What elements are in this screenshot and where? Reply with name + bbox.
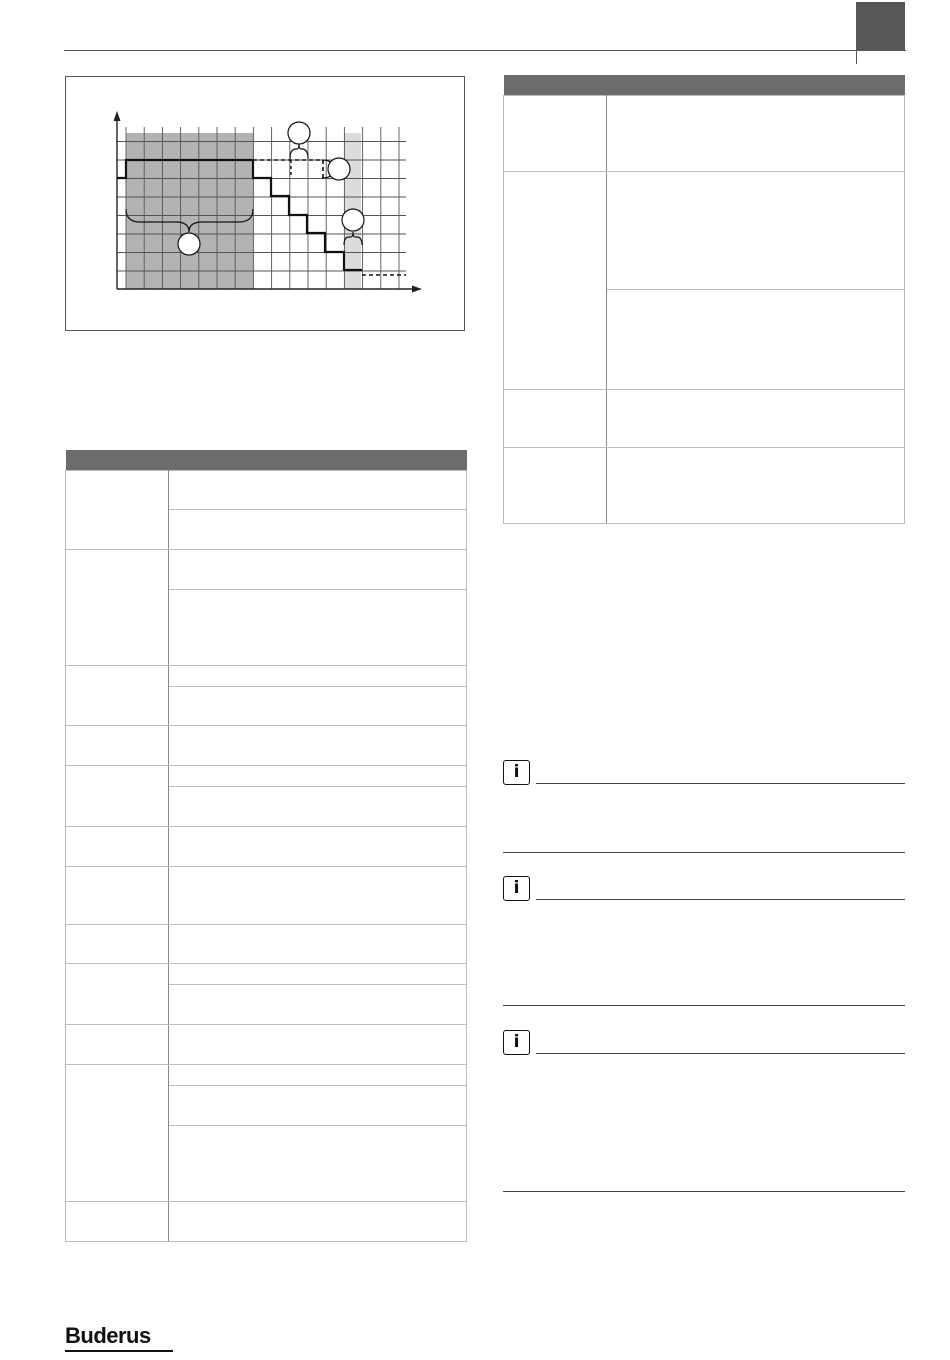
note-top-rule: [536, 1053, 905, 1054]
table-cell-description: [169, 1086, 467, 1126]
info-icon: i: [503, 1030, 530, 1055]
brand-logo-underline: [65, 1350, 173, 1352]
table-header-cell: [504, 75, 607, 96]
header-rule: [64, 50, 906, 51]
table-row: [66, 766, 467, 787]
table-header-row: [66, 450, 467, 471]
table-header-cell: [66, 450, 169, 471]
table-row: [66, 827, 467, 867]
table-cell-description: [607, 96, 905, 172]
table-cell-description: [169, 550, 467, 590]
info-note-1: [503, 760, 905, 853]
note-bottom-rule: [503, 852, 905, 853]
table-header-cell: [169, 450, 467, 471]
step-diagram: [66, 77, 466, 332]
table-cell-label: [66, 925, 169, 964]
table-cell-label: [504, 172, 607, 390]
note-top-rule: [536, 783, 905, 784]
table-cell-description: [169, 985, 467, 1025]
table-cell-label: [66, 964, 169, 1025]
y-axis-arrow: [114, 111, 121, 121]
callout-circle-2: [288, 122, 310, 144]
table-row: [66, 726, 467, 766]
right-parameter-table: [503, 75, 905, 524]
table-row: [66, 1025, 467, 1065]
table-cell-description: [169, 925, 467, 964]
table-cell-description: [607, 172, 905, 290]
callout-circle-3: [328, 158, 350, 180]
brand-logo: Buderus: [65, 1323, 151, 1348]
table-row: [66, 550, 467, 590]
table-cell-label: [66, 766, 169, 827]
callout-circle-4: [342, 209, 364, 231]
table-cell-description: [169, 1126, 467, 1202]
table-cell-label: [66, 666, 169, 726]
left-parameter-table: [65, 450, 467, 1242]
chapter-tab: [856, 2, 905, 51]
info-note-3: [503, 1030, 905, 1192]
info-note-2: [503, 876, 905, 1006]
table-cell-description: [169, 666, 467, 687]
table-cell-description: [607, 290, 905, 390]
table-header-row: [504, 75, 905, 96]
table-row: [66, 867, 467, 925]
info-icon: i: [503, 876, 530, 901]
table-header-cell: [607, 75, 905, 96]
table-cell-description: [169, 766, 467, 787]
table-row: [66, 925, 467, 964]
table-cell-description: [169, 1202, 467, 1242]
table-cell-description: [169, 590, 467, 666]
table-row: [66, 1202, 467, 1242]
table-cell-label: [66, 726, 169, 766]
table-cell-label: [66, 1025, 169, 1065]
table-cell-description: [169, 1025, 467, 1065]
table-cell-label: [66, 1065, 169, 1202]
table-cell-description: [169, 867, 467, 925]
table-cell-label: [504, 96, 607, 172]
table-row: [66, 471, 467, 510]
table-cell-label: [66, 550, 169, 666]
table-cell-label: [504, 390, 607, 448]
table-row: [66, 666, 467, 687]
table-cell-description: [169, 471, 467, 510]
table-row: [504, 448, 905, 524]
table-row: [66, 964, 467, 985]
table-cell-label: [66, 1202, 169, 1242]
table-cell-description: [169, 964, 467, 985]
note-bottom-rule: [503, 1005, 905, 1006]
table-row: [504, 390, 905, 448]
table-row: [504, 172, 905, 290]
header-tick: [856, 51, 857, 64]
figure-diagram: [65, 76, 465, 331]
brace-2: [290, 144, 308, 159]
x-axis-arrow: [412, 286, 422, 293]
table-cell-description: [169, 787, 467, 827]
table-cell-label: [66, 827, 169, 867]
table-cell-description: [169, 827, 467, 867]
table-row: [66, 1065, 467, 1086]
table-cell-label: [504, 448, 607, 524]
table-cell-description: [169, 726, 467, 766]
shaded-region-dark: [126, 133, 253, 289]
table-cell-description: [169, 510, 467, 550]
info-icon: i: [503, 760, 530, 785]
table-cell-description: [607, 390, 905, 448]
table-cell-label: [66, 867, 169, 925]
note-top-rule: [536, 899, 905, 900]
table-cell-label: [66, 471, 169, 550]
table-row: [504, 96, 905, 172]
table-cell-description: [169, 687, 467, 726]
callout-circle-1: [178, 233, 200, 255]
dashed-extension-top: [253, 160, 323, 178]
note-bottom-rule: [503, 1191, 905, 1192]
table-cell-description: [169, 1065, 467, 1086]
table-cell-description: [607, 448, 905, 524]
